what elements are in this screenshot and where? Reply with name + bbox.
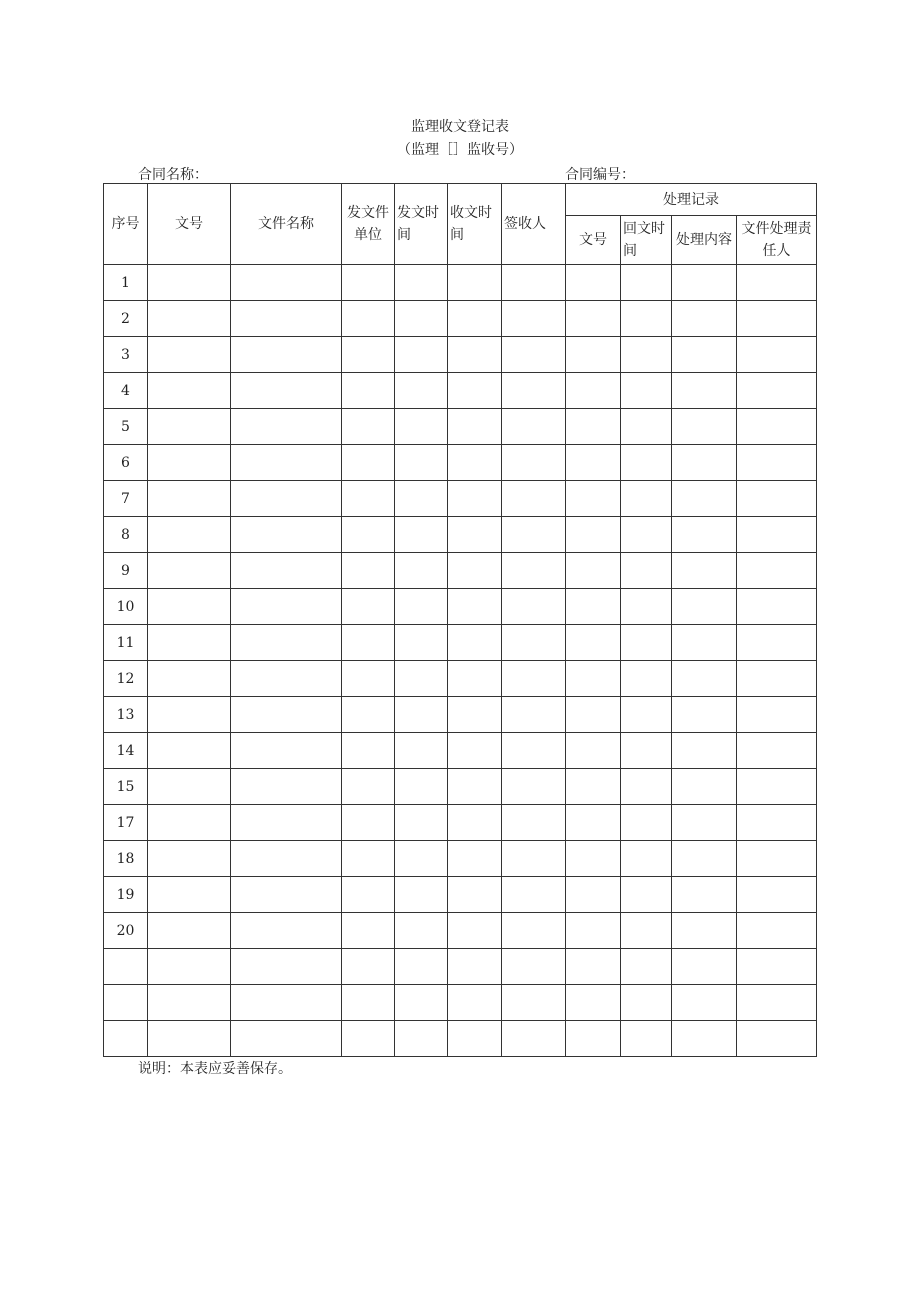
table-cell [148, 337, 231, 373]
table-cell [448, 517, 502, 553]
table-cell [502, 265, 566, 301]
table-cell [448, 265, 502, 301]
table-cell [672, 913, 737, 949]
table-cell [737, 553, 817, 589]
row-number: 5 [104, 409, 148, 445]
table-cell [566, 661, 621, 697]
table-cell [342, 913, 395, 949]
table-cell [566, 373, 621, 409]
table-cell [737, 877, 817, 913]
table-cell [502, 661, 566, 697]
row-number: 19 [104, 877, 148, 913]
table-cell [621, 373, 672, 409]
table-cell [621, 553, 672, 589]
table-row [104, 553, 817, 589]
table-cell [342, 733, 395, 769]
table-cell [621, 445, 672, 481]
table-row [104, 337, 817, 373]
table-cell [502, 481, 566, 517]
table-cell [231, 517, 342, 553]
table-cell [448, 301, 502, 337]
table-cell [448, 1021, 502, 1057]
table-cell [672, 265, 737, 301]
table-cell [342, 805, 395, 841]
table-row [104, 301, 817, 337]
table-cell [502, 589, 566, 625]
table-cell [448, 985, 502, 1021]
header-seq: 序号 [104, 184, 148, 265]
table-cell [148, 841, 231, 877]
table-cell [148, 805, 231, 841]
table-cell [395, 985, 448, 1021]
table-cell [737, 913, 817, 949]
table-cell [395, 301, 448, 337]
table-cell [342, 697, 395, 733]
header-receiver: 签收人 [502, 184, 566, 265]
row-number: 11 [104, 625, 148, 661]
table-cell [148, 517, 231, 553]
table-cell [566, 553, 621, 589]
table-cell [148, 265, 231, 301]
table-cell [395, 733, 448, 769]
table-cell [566, 337, 621, 373]
table-cell [566, 265, 621, 301]
table-cell [621, 985, 672, 1021]
table-cell [395, 1021, 448, 1057]
registration-table [103, 183, 817, 1057]
table-cell [621, 1021, 672, 1057]
table-cell [448, 409, 502, 445]
row-number: 6 [104, 445, 148, 481]
table-cell [621, 517, 672, 553]
table-cell [395, 805, 448, 841]
table-cell [395, 589, 448, 625]
table-cell [342, 409, 395, 445]
table-cell [342, 661, 395, 697]
table-cell [342, 553, 395, 589]
table-cell [502, 913, 566, 949]
row-number: 2 [104, 301, 148, 337]
table-cell [737, 301, 817, 337]
table-cell [148, 985, 231, 1021]
table-cell [621, 949, 672, 985]
table-cell [621, 913, 672, 949]
table-cell [342, 301, 395, 337]
table-cell [737, 949, 817, 985]
table-cell [231, 769, 342, 805]
table-cell [231, 733, 342, 769]
table-cell [737, 337, 817, 373]
table-cell [395, 949, 448, 985]
table-cell [672, 553, 737, 589]
table-cell [672, 1021, 737, 1057]
table-row [104, 733, 817, 769]
table-cell [342, 769, 395, 805]
table-row [104, 589, 817, 625]
table-cell [231, 913, 342, 949]
table-cell [672, 661, 737, 697]
table-cell [231, 625, 342, 661]
table-cell [148, 697, 231, 733]
table-cell [502, 805, 566, 841]
table-row [104, 661, 817, 697]
table-row [104, 445, 817, 481]
table-cell [621, 661, 672, 697]
table-cell [448, 481, 502, 517]
table-cell [621, 769, 672, 805]
footnote: 说明：本表应妥善保存。 [138, 1061, 292, 1077]
table-cell [148, 553, 231, 589]
table-cell [148, 625, 231, 661]
table-cell [621, 409, 672, 445]
table-cell [737, 985, 817, 1021]
table-row [104, 805, 817, 841]
table-cell [395, 373, 448, 409]
table-cell [737, 373, 817, 409]
table-cell [148, 877, 231, 913]
table-cell [231, 1021, 342, 1057]
table-cell [395, 841, 448, 877]
table-cell [448, 841, 502, 877]
row-number: 13 [104, 697, 148, 733]
table-cell [342, 481, 395, 517]
table-cell [231, 949, 342, 985]
row-number [104, 1021, 148, 1057]
table-row [104, 481, 817, 517]
table-row [104, 409, 817, 445]
header-responsible: 文件处理责任人 [737, 216, 817, 265]
table-row [104, 841, 817, 877]
table-cell [566, 913, 621, 949]
table-cell [502, 697, 566, 733]
table-cell [672, 841, 737, 877]
table-cell [448, 337, 502, 373]
table-cell [672, 301, 737, 337]
row-number: 8 [104, 517, 148, 553]
row-number: 9 [104, 553, 148, 589]
table-cell [737, 805, 817, 841]
table-cell [342, 373, 395, 409]
table-cell [566, 589, 621, 625]
table-cell [737, 733, 817, 769]
table-cell [737, 1021, 817, 1057]
table-cell [148, 1021, 231, 1057]
table-row [104, 985, 817, 1021]
table-cell [566, 481, 621, 517]
table-cell [621, 697, 672, 733]
table-cell [737, 409, 817, 445]
table-cell [621, 589, 672, 625]
table-cell [395, 337, 448, 373]
table-cell [448, 553, 502, 589]
row-number: 4 [104, 373, 148, 409]
header-doc-name: 文件名称 [231, 184, 342, 265]
row-number: 1 [104, 265, 148, 301]
table-cell [148, 661, 231, 697]
header-process-content: 处理内容 [672, 216, 737, 265]
table-row [104, 769, 817, 805]
table-cell [621, 805, 672, 841]
table-cell [148, 301, 231, 337]
table-cell [621, 481, 672, 517]
table-cell [342, 337, 395, 373]
table-cell [566, 517, 621, 553]
table-cell [231, 445, 342, 481]
table-cell [502, 445, 566, 481]
table-cell [342, 949, 395, 985]
table-cell [566, 625, 621, 661]
form-subtitle: （监理［］监收号） [397, 142, 523, 158]
table-cell [566, 445, 621, 481]
table-cell [672, 985, 737, 1021]
table-cell [448, 589, 502, 625]
table-cell [231, 553, 342, 589]
table-cell [342, 625, 395, 661]
row-number: 10 [104, 589, 148, 625]
table-cell [672, 445, 737, 481]
header-process-record: 处理记录 [566, 184, 817, 216]
table-cell [566, 769, 621, 805]
table-cell [231, 589, 342, 625]
table-cell [395, 265, 448, 301]
table-cell [342, 877, 395, 913]
table-cell [672, 949, 737, 985]
table-row [104, 265, 817, 301]
form-title: 监理收文登记表 [411, 119, 509, 135]
row-number: 14 [104, 733, 148, 769]
table-cell [148, 949, 231, 985]
table-cell [448, 805, 502, 841]
table-cell [231, 985, 342, 1021]
table-cell [621, 877, 672, 913]
table-cell [148, 913, 231, 949]
table-cell [502, 841, 566, 877]
table-cell [448, 877, 502, 913]
table-cell [672, 373, 737, 409]
table-cell [737, 589, 817, 625]
row-number: 20 [104, 913, 148, 949]
table-cell [672, 733, 737, 769]
table-cell [448, 661, 502, 697]
table-cell [502, 517, 566, 553]
table-row [104, 1021, 817, 1057]
table-cell [448, 733, 502, 769]
table-cell [395, 877, 448, 913]
table-row [104, 697, 817, 733]
table-cell [621, 625, 672, 661]
table-cell [448, 913, 502, 949]
table-cell [672, 769, 737, 805]
table-cell [566, 877, 621, 913]
table-cell [148, 373, 231, 409]
table-cell [737, 481, 817, 517]
table-cell [737, 841, 817, 877]
table-cell [502, 409, 566, 445]
table-cell [502, 985, 566, 1021]
table-cell [737, 265, 817, 301]
table-cell [395, 409, 448, 445]
table-cell [231, 373, 342, 409]
table-cell [502, 949, 566, 985]
table-cell [395, 517, 448, 553]
table-cell [231, 337, 342, 373]
table-cell [342, 841, 395, 877]
table-cell [342, 517, 395, 553]
table-cell [672, 517, 737, 553]
table-cell [737, 625, 817, 661]
table-cell [231, 409, 342, 445]
table-cell [148, 733, 231, 769]
table-row [104, 949, 817, 985]
table-cell [231, 265, 342, 301]
table-cell [621, 733, 672, 769]
table-cell [231, 697, 342, 733]
table-cell [672, 625, 737, 661]
table-cell [448, 373, 502, 409]
table-cell [672, 697, 737, 733]
table-cell [148, 481, 231, 517]
table-cell [566, 733, 621, 769]
table-cell [342, 589, 395, 625]
table-row [104, 877, 817, 913]
table-cell [342, 445, 395, 481]
table-cell [231, 841, 342, 877]
table-cell [231, 661, 342, 697]
row-number: 7 [104, 481, 148, 517]
table-cell [566, 841, 621, 877]
table-cell [566, 949, 621, 985]
table-cell [502, 877, 566, 913]
table-cell [502, 301, 566, 337]
table-cell [395, 661, 448, 697]
table-row [104, 913, 817, 949]
table-cell [395, 769, 448, 805]
table-cell [672, 409, 737, 445]
header-process-doc-no: 文号 [566, 216, 621, 265]
table-cell [502, 373, 566, 409]
table-cell [448, 697, 502, 733]
header-receive-time: 收文时间 [448, 184, 502, 265]
table-cell [395, 913, 448, 949]
table-cell [566, 301, 621, 337]
table-cell [566, 409, 621, 445]
table-cell [395, 625, 448, 661]
table-cell [502, 625, 566, 661]
table-cell [737, 697, 817, 733]
table-cell [621, 265, 672, 301]
row-number: 18 [104, 841, 148, 877]
table-cell [342, 265, 395, 301]
table-cell [672, 481, 737, 517]
table-cell [672, 877, 737, 913]
row-number: 15 [104, 769, 148, 805]
table-cell [395, 553, 448, 589]
contract-name-label: 合同名称： [138, 167, 208, 183]
row-number: 17 [104, 805, 148, 841]
table-row [104, 517, 817, 553]
table-cell [231, 877, 342, 913]
row-number [104, 949, 148, 985]
row-number: 3 [104, 337, 148, 373]
table-cell [502, 553, 566, 589]
table-cell [448, 769, 502, 805]
table-cell [148, 769, 231, 805]
table-cell [148, 445, 231, 481]
table-row [104, 373, 817, 409]
contract-number-label: 合同编号： [565, 167, 635, 183]
table-row [104, 625, 817, 661]
table-cell [737, 769, 817, 805]
header-doc-no: 文号 [148, 184, 231, 265]
table-cell [448, 625, 502, 661]
table-cell [672, 805, 737, 841]
table-cell [448, 949, 502, 985]
table-cell [148, 409, 231, 445]
table-cell [231, 805, 342, 841]
table-cell [737, 661, 817, 697]
table-cell [395, 481, 448, 517]
table-cell [448, 445, 502, 481]
table-cell [566, 805, 621, 841]
table-cell [566, 1021, 621, 1057]
table-cell [737, 445, 817, 481]
header-sender-unit: 发文件单位 [342, 184, 395, 265]
table-cell [148, 589, 231, 625]
row-number: 12 [104, 661, 148, 697]
table-cell [502, 1021, 566, 1057]
table-cell [342, 985, 395, 1021]
table-cell [231, 481, 342, 517]
table-cell [672, 337, 737, 373]
header-reply-time: 回文时间 [621, 216, 672, 265]
table-cell [566, 697, 621, 733]
table-cell [621, 337, 672, 373]
table-cell [502, 337, 566, 373]
table-cell [395, 697, 448, 733]
table-cell [566, 985, 621, 1021]
table-cell [672, 589, 737, 625]
table-cell [395, 445, 448, 481]
table-cell [502, 769, 566, 805]
table-cell [621, 301, 672, 337]
header-send-time: 发文时间 [395, 184, 448, 265]
table-cell [231, 301, 342, 337]
table-cell [621, 841, 672, 877]
table-cell [502, 733, 566, 769]
row-number [104, 985, 148, 1021]
table-cell [737, 517, 817, 553]
table-cell [342, 1021, 395, 1057]
